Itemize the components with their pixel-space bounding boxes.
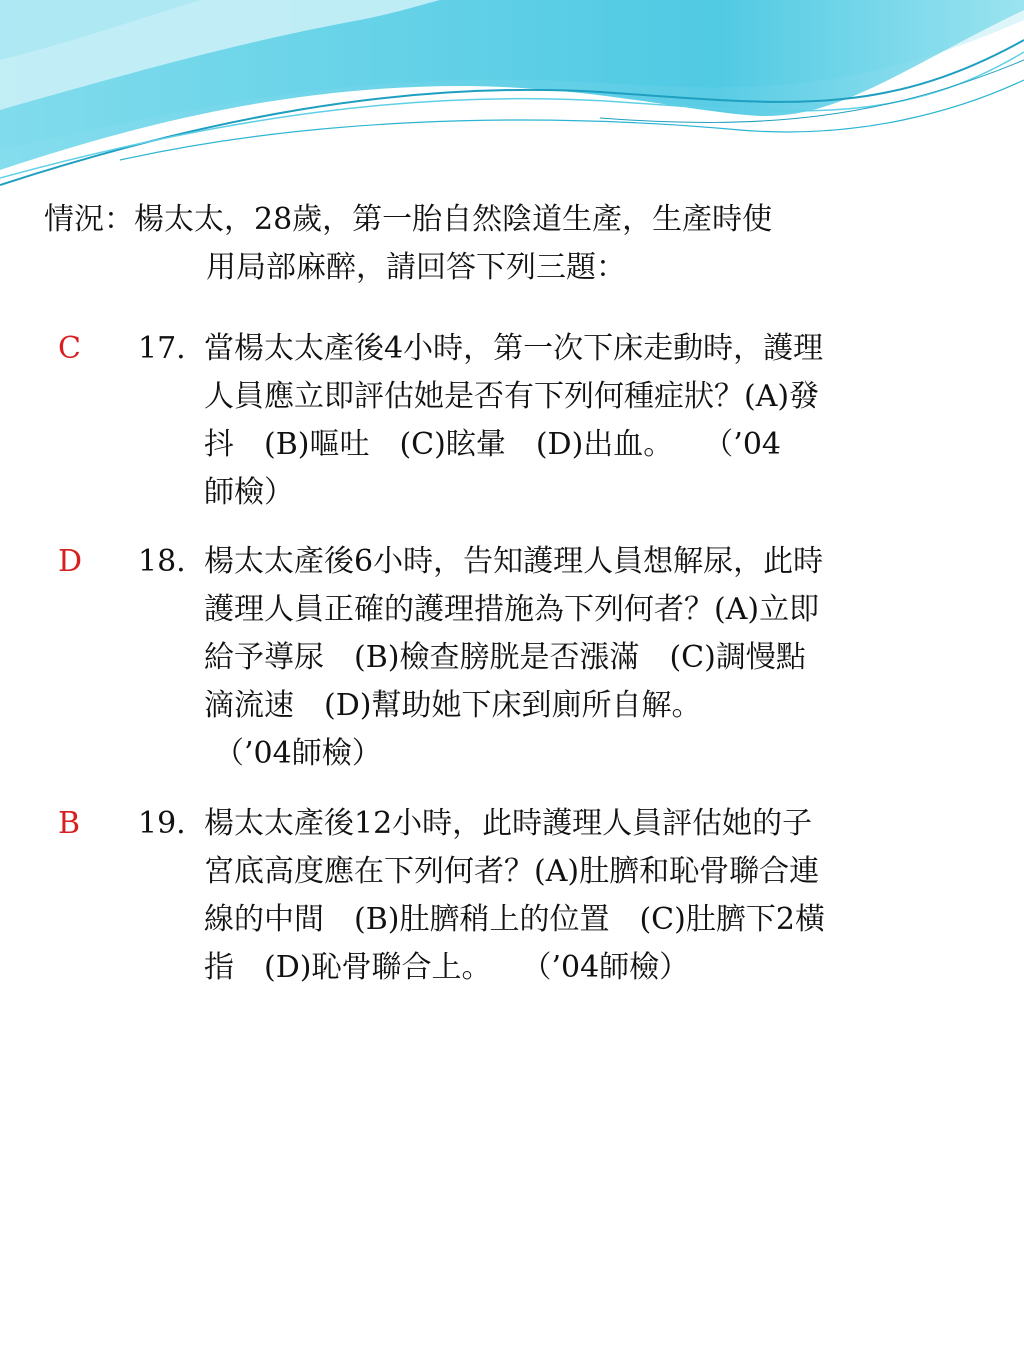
question-line: 楊太太產後12小時，此時護理人員評估她的子 (204, 806, 813, 841)
answer-letter: C (58, 331, 81, 366)
question-text (204, 325, 984, 517)
question-line: 師檢） (204, 475, 294, 510)
question-line: 給予導尿 (B)檢查膀胱是否漲滿 (C)調慢點 (204, 640, 806, 675)
question-line: 抖 (B)嘔吐 (C)眩暈 (D)出血。 （’04 (204, 427, 781, 462)
scenario-text (44, 196, 984, 292)
scenario-line-2: 用局部麻醉，請回答下列三題： (206, 250, 626, 285)
question-line: 護理人員正確的護理措施為下列何者？(A)立即 (204, 592, 820, 627)
question-text (204, 538, 984, 778)
question-line: 宮底高度應在下列何者？(A)肚臍和恥骨聯合連 (204, 854, 820, 889)
answer-letter: D (58, 544, 83, 579)
question-line: 線的中間 (B)肚臍稍上的位置 (C)肚臍下2橫 (204, 902, 825, 937)
wave-decoration (0, 0, 1024, 200)
question-line: 當楊太太產後4小時，第一次下床走動時，護理 (204, 331, 824, 366)
scenario-line-1: 情況：楊太太，28歲，第一胎自然陰道生產，生產時使 (44, 202, 773, 237)
question-line: 滴流速 (D)幫助她下床到廁所自解。 (204, 688, 702, 723)
question-text (204, 800, 984, 992)
question-line: 人員應立即評估她是否有下列何種症狀？(A)發 (204, 379, 820, 414)
question-number: 18. (138, 544, 186, 579)
question-line: （’04師檢） (214, 736, 382, 771)
question-number: 17. (138, 331, 186, 366)
answer-letter: B (58, 806, 81, 841)
question-number: 19. (138, 806, 186, 841)
question-line: 楊太太產後6小時，告知護理人員想解尿，此時 (204, 544, 824, 579)
question-line: 指 (D)恥骨聯合上。 （’04師檢） (204, 950, 690, 985)
